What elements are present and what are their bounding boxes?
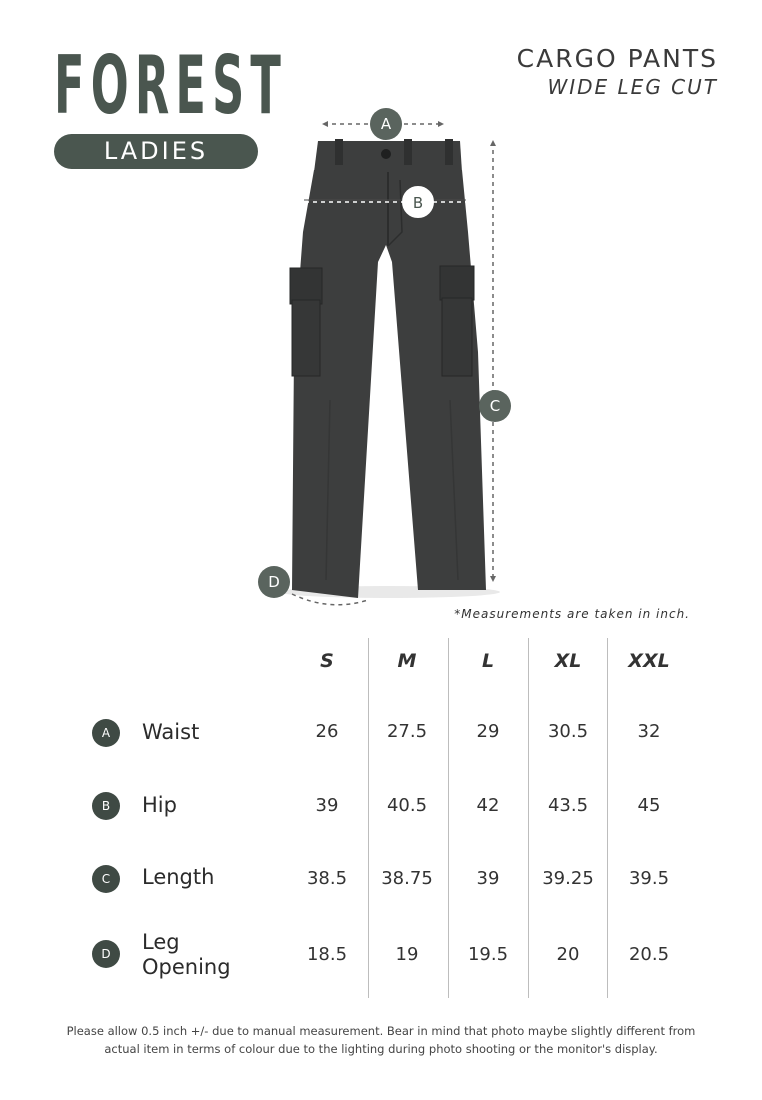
size-header-xl: XL — [554, 650, 582, 672]
row-label-leg-opening — [142, 930, 231, 980]
size-header-m: M — [397, 650, 417, 672]
table-cell: 39.25 — [542, 868, 594, 889]
row-label-line: Leg — [142, 930, 180, 954]
brand-line-badge: LADIES — [54, 134, 258, 169]
row-badge-c: C — [92, 865, 120, 893]
marker-d: D — [258, 566, 290, 598]
column-divider — [607, 638, 608, 998]
row-badge-d: D — [92, 940, 120, 968]
row-badge-b: B — [92, 792, 120, 820]
marker-b: B — [402, 186, 434, 218]
column-divider — [528, 638, 529, 998]
product-subtitle: WIDE LEG CUT — [547, 75, 718, 99]
column-divider — [368, 638, 369, 998]
table-cell: 32 — [637, 721, 661, 742]
row-label-line: Opening — [142, 955, 231, 979]
size-header-s: S — [320, 650, 334, 672]
row-label-waist: Waist — [142, 720, 200, 744]
table-cell: 39 — [315, 795, 339, 816]
measurement-note: *Measurements are taken in inch. — [454, 607, 690, 621]
disclaimer-footnote: Please allow 0.5 inch +/- due to manual measurement. Bear in mind that photo maybe slightly different from actual item in terms of colour due to the lighting during photo shooting or the monitor's display. — [66, 1024, 696, 1056]
table-cell: 42 — [476, 795, 500, 816]
table-cell: 30.5 — [547, 721, 589, 742]
table-cell: 43.5 — [547, 795, 589, 816]
table-cell: 38.5 — [306, 868, 348, 889]
row-label-length: Length — [142, 865, 215, 889]
marker-c: C — [479, 390, 511, 422]
product-title: CARGO PANTS — [516, 44, 718, 73]
marker-a: A — [370, 108, 402, 140]
row-label-hip: Hip — [142, 793, 177, 817]
row-badge-a: A — [92, 719, 120, 747]
table-cell: 45 — [637, 795, 661, 816]
table-cell: 38.75 — [381, 868, 433, 889]
size-header-l: L — [481, 650, 495, 672]
table-cell: 20.5 — [628, 944, 670, 965]
column-divider — [448, 638, 449, 998]
table-cell: 29 — [476, 721, 500, 742]
table-cell: 26 — [315, 721, 339, 742]
table-cell: 20 — [556, 944, 580, 965]
brand-name: FOREST — [54, 39, 288, 132]
table-cell: 39 — [476, 868, 500, 889]
size-header-xxl: XXL — [628, 650, 670, 672]
table-cell: 39.5 — [628, 868, 670, 889]
table-cell: 19 — [395, 944, 419, 965]
table-cell: 40.5 — [386, 795, 428, 816]
table-cell: 19.5 — [467, 944, 509, 965]
table-cell: 27.5 — [386, 721, 428, 742]
table-cell: 18.5 — [306, 944, 348, 965]
